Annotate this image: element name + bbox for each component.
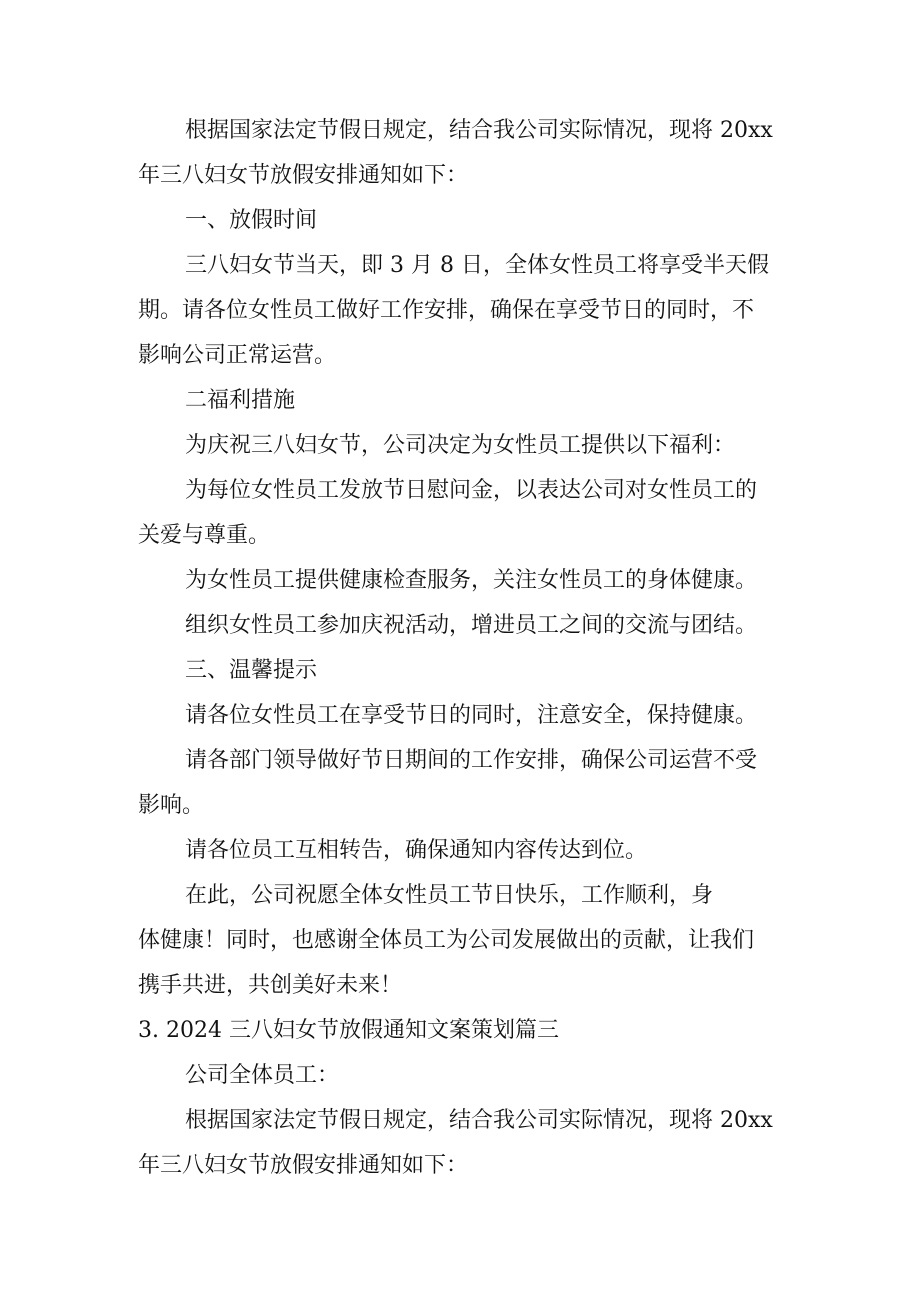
text-line: 根据国家法定节假日规定，结合我公司实际情况，现将 20xx: [185, 118, 773, 143]
heading-reminders: [138, 648, 788, 693]
text-line: 影响公司正常运营。: [138, 343, 337, 368]
paragraph-welfare-bonus: [138, 468, 788, 558]
text-line: 为女性员工提供健康检查服务，关注女性员工的身体健康。: [185, 568, 758, 593]
paragraph-welfare-activity: [138, 603, 788, 648]
paragraph-intro: [138, 108, 788, 198]
text-line: 三八妇女节当天，即 3 月 8 日，全体女性员工将享受半天假: [185, 253, 769, 278]
paragraph-closing: [138, 873, 788, 1008]
section-title: [138, 1008, 788, 1053]
text-line: 请各位员工互相转告，确保通知内容传达到位。: [185, 838, 648, 863]
text-line: 体健康！同时，也感谢全体员工为公司发展做出的贡献，让我们: [138, 928, 755, 953]
text-line: 请各部门领导做好节日期间的工作安排，确保公司运营不受: [185, 748, 758, 773]
heading-holiday-time: [138, 198, 788, 243]
text-line: 年三八妇女节放假安排通知如下：: [138, 1153, 469, 1178]
section-heading: 一、放假时间: [185, 208, 318, 233]
text-line: 期。请各位女性员工做好工作安排，确保在享受节日的同时，不: [138, 298, 755, 323]
text-line: 为每位女性员工发放节日慰问金，以表达公司对女性员工的: [185, 478, 758, 503]
document-body: [138, 108, 788, 1188]
text-line: 根据国家法定节假日规定，结合我公司实际情况，现将 20xx: [185, 1108, 773, 1133]
heading-welfare: [138, 378, 788, 423]
text-line: 关爱与尊重。: [138, 523, 271, 548]
text-line: 影响。: [138, 793, 205, 818]
text-line: 在此，公司祝愿全体女性员工节日快乐，工作顺利，身: [185, 883, 714, 908]
section-heading: 三、温馨提示: [185, 658, 318, 683]
text-line: 为庆祝三八妇女节，公司决定为女性员工提供以下福利：: [185, 433, 736, 458]
paragraph-welfare-health: [138, 558, 788, 603]
salutation: [138, 1053, 788, 1098]
text-line: 携手共进，共创美好未来！: [138, 973, 403, 998]
text-line: 年三八妇女节放假安排通知如下：: [138, 163, 469, 188]
salutation-text: 公司全体员工：: [185, 1063, 340, 1088]
paragraph-reminder-safety: [138, 693, 788, 738]
paragraph-intro-repeat: [138, 1098, 788, 1188]
paragraph-reminder-managers: [138, 738, 788, 828]
section-title-text: 3. 2024 三八妇女节放假通知文案策划篇三: [138, 1018, 559, 1043]
paragraph-welfare-intro: [138, 423, 788, 468]
text-line: 组织女性员工参加庆祝活动，增进员工之间的交流与团结。: [185, 613, 758, 638]
section-heading: 二福利措施: [185, 388, 296, 413]
paragraph-reminder-pass-on: [138, 828, 788, 873]
text-line: 请各位女性员工在享受节日的同时，注意安全，保持健康。: [185, 703, 758, 728]
paragraph-holiday-details: [138, 243, 788, 378]
